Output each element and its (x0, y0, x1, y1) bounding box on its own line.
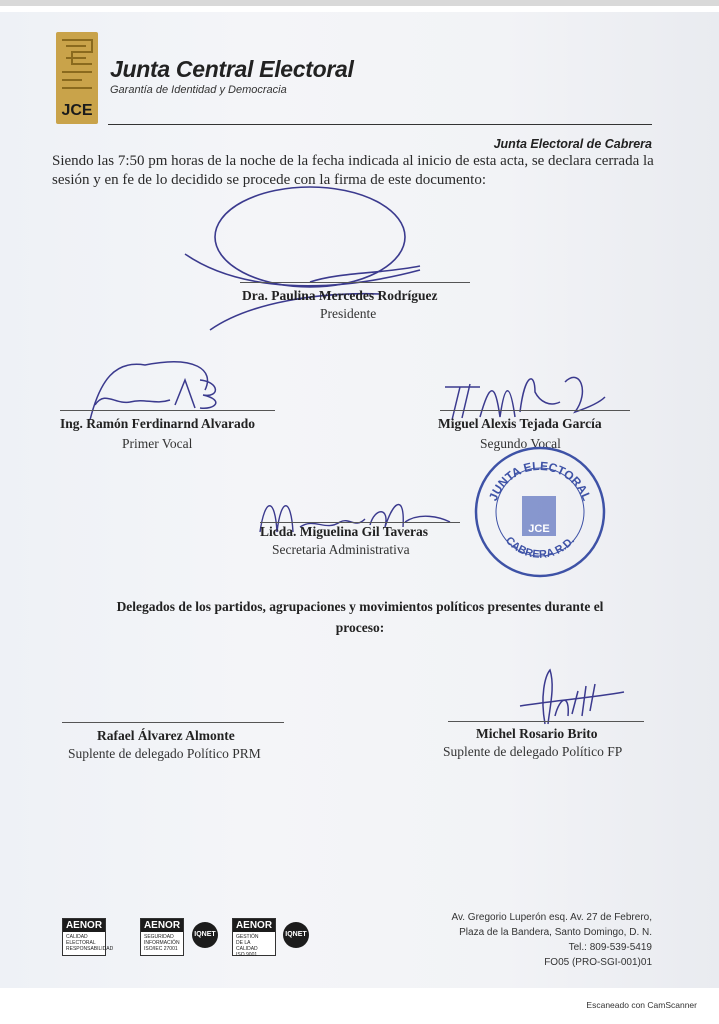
official-stamp (472, 444, 608, 580)
delegates-heading-line1: Delegados de los partidos, agrupaciones y movimientos políticos presentes durante el (116, 599, 604, 614)
jce-logo (56, 32, 98, 124)
stamp-top-text: JUNTA ELECTORAL (485, 458, 595, 503)
first-vocal-signature (75, 350, 245, 425)
cert-badge-3 (232, 918, 276, 956)
logo-pattern-icon (56, 32, 98, 102)
first-vocal-signature-line (60, 410, 275, 411)
cert-line: RESPONSABILIDAD (66, 946, 114, 952)
cert-line: INFORMACIÓN (144, 940, 180, 946)
cert-line: CALIDAD (66, 934, 88, 940)
delegate-left-role: Suplente de delegado Político PRM (68, 746, 261, 761)
delegate-left-signature-line (62, 722, 284, 723)
secretary-name: Licda. Miguelina Gil Taveras (260, 524, 429, 539)
iqnet-badge-1: IQNET (192, 922, 218, 948)
cert-line: DE LA CALIDAD (236, 940, 258, 952)
delegate-right-signature (500, 666, 630, 726)
stamp-center-text: JCE (528, 523, 550, 535)
footer-line1: Av. Gregorio Luperón esq. Av. 27 de Febrero, (451, 912, 652, 923)
scanned-document (0, 12, 719, 988)
delegate-right-name: Michel Rosario Brito (476, 726, 598, 741)
org-tagline: Garantía de Identidad y Democracia (110, 84, 287, 96)
secretary-signature-line (260, 522, 460, 523)
second-vocal-name: Miguel Alexis Tejada García (438, 416, 602, 431)
second-vocal-signature (440, 362, 610, 422)
org-name: Junta Central Electoral (110, 56, 354, 82)
svg-text:CABRERA R.D. (503, 535, 577, 561)
delegates-heading (40, 596, 680, 638)
president-name: Dra. Paulina Mercedes Rodríguez (242, 288, 438, 303)
delegate-right-signature-line (448, 721, 644, 722)
delegates-heading-line2: proceso: (335, 620, 385, 635)
president-signature-line (240, 282, 470, 283)
cert-badge-1 (62, 918, 114, 956)
stamp-bottom-text: CABRERA R.D. (502, 534, 578, 561)
footer-line2: Plaza de la Bandera, Santo Domingo, D. N. (459, 927, 652, 938)
cert-line: GESTIÓN (236, 934, 259, 940)
cert-line: ELECTORAL (66, 940, 96, 946)
scanner-watermark: Escaneado con CamScanner (586, 1000, 697, 1010)
delegate-right-role: Suplente de delegado Político FP (443, 744, 623, 759)
iqnet-badge-2: IQNET (283, 922, 309, 948)
top-border (0, 0, 719, 6)
cert-brand: AENOR (63, 919, 105, 932)
second-vocal-signature-line (440, 410, 630, 411)
cert-badge-2 (140, 918, 184, 956)
delegate-left-name: Rafael Álvarez Almonte (97, 728, 235, 743)
cert-line: SEGURIDAD (144, 934, 174, 940)
first-vocal-role: Primer Vocal (122, 436, 193, 451)
closing-paragraph: Siendo las 7:50 pm horas de la noche de la fecha indicada al inicio de esta acta, se declara cerrada la sesión y en fe de lo decidido se procede con la firma de este documento: (52, 153, 654, 188)
cert-brand: AENOR (233, 919, 275, 932)
cert-line: ISO/IEC 27001 (144, 946, 178, 952)
cert-line: ISO 9001 (236, 952, 258, 958)
footer-line3: Tel.: 809-539-5419 (568, 942, 652, 953)
header-rule (108, 124, 652, 125)
secretary-role: Secretaria Administrativa (272, 542, 410, 557)
first-vocal-name: Ing. Ramón Ferdinarnd Alvarado (60, 416, 256, 431)
footer-line4: FO05 (PRO-SGI-001)01 (544, 957, 652, 968)
second-vocal-role: Segundo Vocal (480, 436, 561, 451)
office-name: Junta Electoral de Cabrera (493, 137, 652, 151)
cert-brand: AENOR (141, 919, 183, 932)
logo-text: JCE (61, 102, 93, 119)
footer-address (420, 910, 652, 970)
president-role: Presidente (320, 306, 377, 321)
